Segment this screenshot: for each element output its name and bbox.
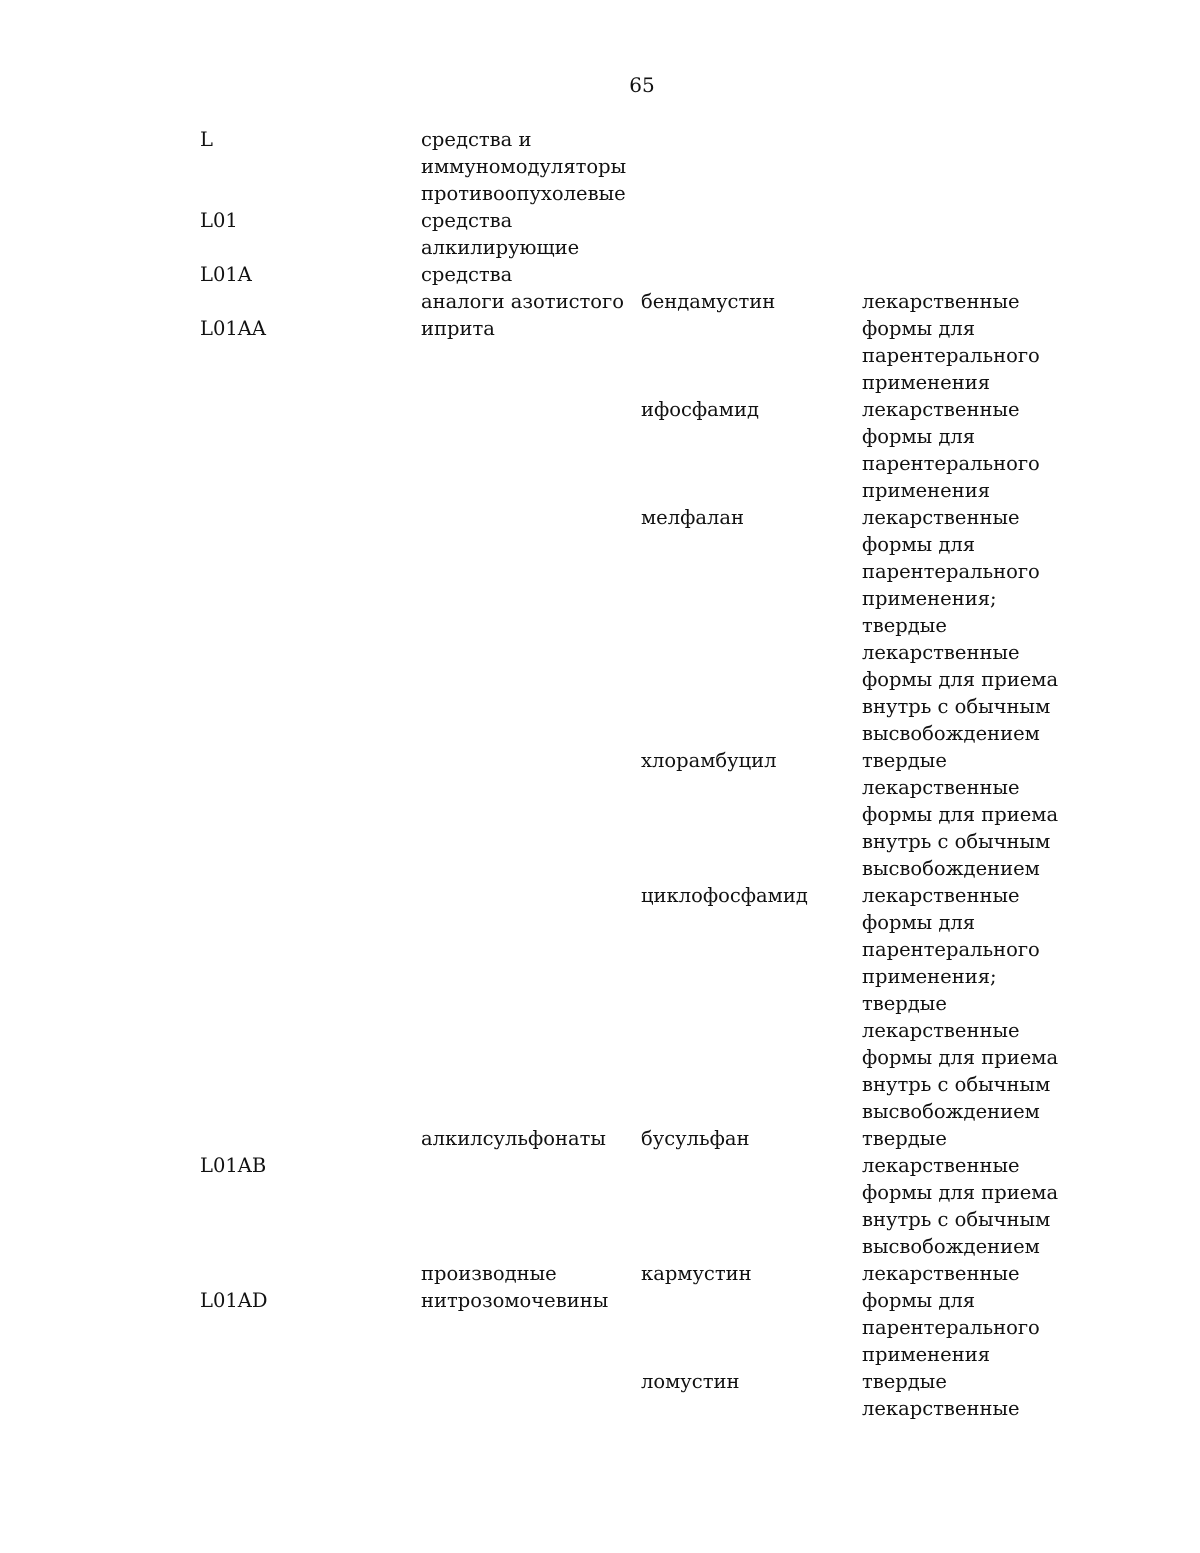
dosage-form-line: лекарственные (862, 884, 1020, 907)
dosage-form-line: формы для (862, 911, 976, 934)
drug-name: кармустин (641, 1262, 752, 1285)
group-name-line: производные (421, 1262, 557, 1285)
atc-code: L01 (200, 209, 238, 232)
dosage-form-line: внутрь с обычным (862, 830, 1051, 853)
page-number: 65 (629, 73, 655, 97)
dosage-form-line: применения (862, 1343, 991, 1366)
dosage-form-line: лекарственные (862, 1397, 1020, 1420)
dosage-form-line: высвобождением (862, 1235, 1040, 1258)
dosage-form-line: применения (862, 479, 991, 502)
group-name-line: аналоги азотистого (421, 290, 624, 313)
dosage-form-line: применения; (862, 965, 997, 988)
dosage-form-line: твердые (862, 614, 947, 637)
dosage-form-line: внутрь с обычным (862, 1073, 1051, 1096)
drug-name: бусульфан (641, 1127, 750, 1150)
dosage-form-line: лекарственные (862, 641, 1020, 664)
group-name-line: алкилирующие (421, 236, 580, 259)
dosage-form-line: формы для приема (862, 803, 1059, 826)
dosage-form-line: применения; (862, 587, 997, 610)
dosage-form-line: твердые (862, 1370, 947, 1393)
drug-name: бендамустин (641, 290, 776, 313)
dosage-form-line: лекарственные (862, 1019, 1020, 1042)
atc-code: L01AB (200, 1154, 267, 1177)
drug-name: ифосфамид (641, 398, 759, 421)
dosage-form-line: лекарственные (862, 776, 1020, 799)
dosage-form-line: твердые (862, 1127, 947, 1150)
dosage-form-line: лекарственные (862, 398, 1020, 421)
dosage-form-line: формы для приема (862, 668, 1059, 691)
dosage-form-line: применения (862, 371, 991, 394)
dosage-form-line: формы для (862, 317, 976, 340)
group-name-line: иммуномодуляторы (421, 155, 627, 178)
group-name-line: средства (421, 263, 513, 286)
dosage-form-line: парентерального (862, 1316, 1040, 1339)
group-name-line: средства и (421, 128, 532, 151)
drug-name: мелфалан (641, 506, 744, 529)
atc-code: L (200, 128, 213, 151)
drug-name: ломустин (641, 1370, 740, 1393)
group-name-line: противоопухолевые (421, 182, 626, 205)
dosage-form-line: твердые (862, 992, 947, 1015)
dosage-form-line: твердые (862, 749, 947, 772)
dosage-form-line: парентерального (862, 938, 1040, 961)
group-name-line: алкилсульфонаты (421, 1127, 606, 1150)
drug-name: хлорамбуцил (641, 749, 777, 772)
dosage-form-line: лекарственные (862, 290, 1020, 313)
dosage-form-line: парентерального (862, 560, 1040, 583)
dosage-form-line: внутрь с обычным (862, 695, 1051, 718)
dosage-form-line: формы для приема (862, 1046, 1059, 1069)
group-name-line: иприта (421, 317, 495, 340)
dosage-form-line: лекарственные (862, 1154, 1020, 1177)
atc-code: L01A (200, 263, 252, 286)
dosage-form-line: формы для приема (862, 1181, 1059, 1204)
atc-code: L01AD (200, 1289, 268, 1312)
dosage-form-line: лекарственные (862, 506, 1020, 529)
dosage-form-line: высвобождением (862, 722, 1040, 745)
group-name-line: средства (421, 209, 513, 232)
dosage-form-line: внутрь с обычным (862, 1208, 1051, 1231)
dosage-form-line: высвобождением (862, 857, 1040, 880)
drug-name: циклофосфамид (641, 884, 808, 907)
dosage-form-line: парентерального (862, 344, 1040, 367)
dosage-form-line: формы для (862, 533, 976, 556)
group-name-line: нитрозомочевины (421, 1289, 609, 1312)
dosage-form-line: формы для (862, 425, 976, 448)
atc-code: L01AA (200, 317, 266, 340)
dosage-form-line: формы для (862, 1289, 976, 1312)
dosage-form-line: парентерального (862, 452, 1040, 475)
dosage-form-line: высвобождением (862, 1100, 1040, 1123)
dosage-form-line: лекарственные (862, 1262, 1020, 1285)
